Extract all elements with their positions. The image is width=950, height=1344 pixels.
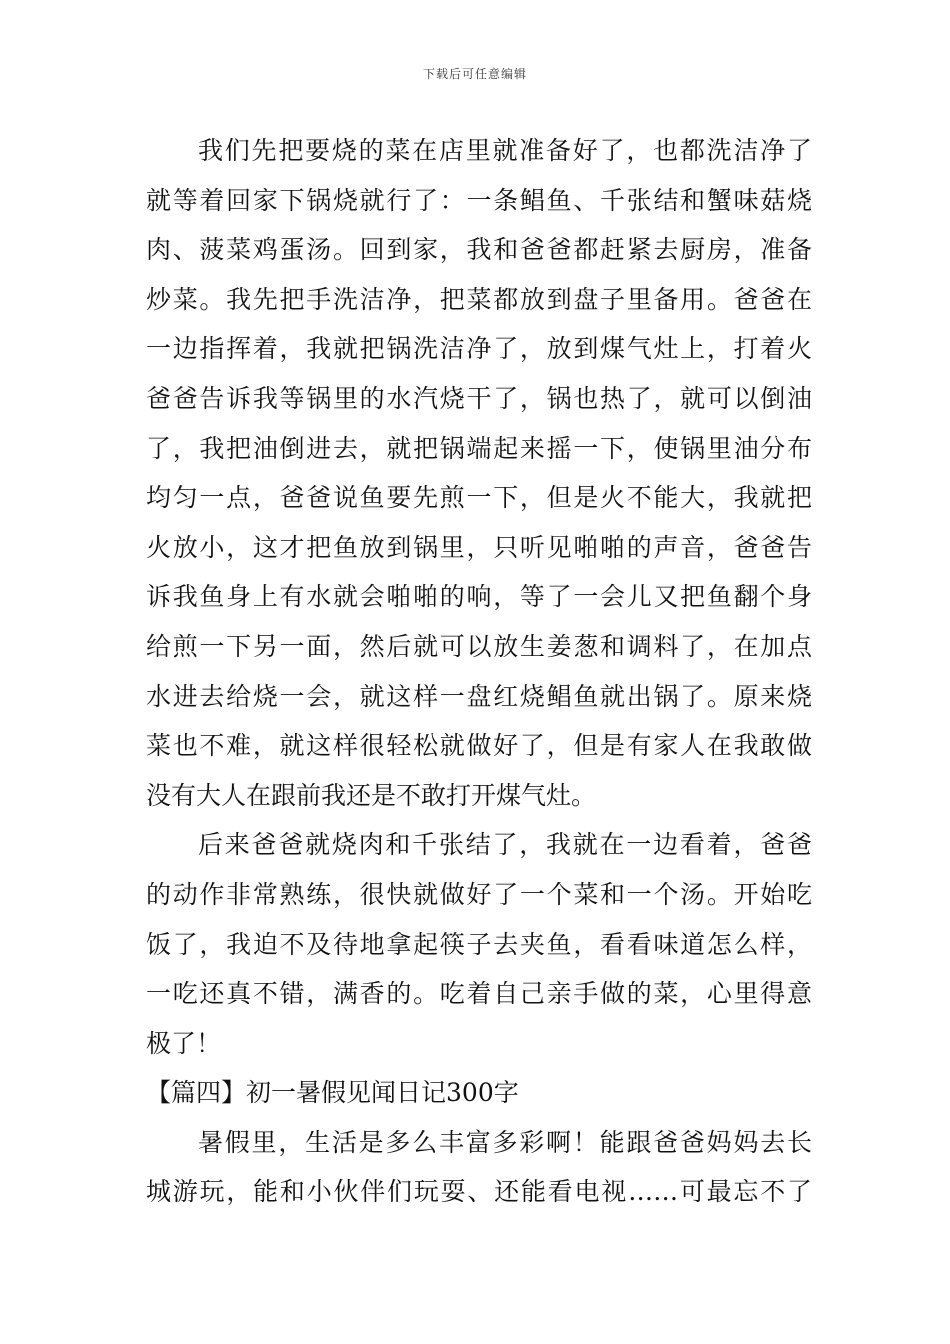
text-line: 的动作非常熟练，很快就做好了一个菜和一个汤。开始吃 <box>146 879 812 909</box>
paragraph-1 <box>146 126 812 820</box>
paragraph-3 <box>146 1118 812 1217</box>
text-line: 没有大人在跟前我还是不敢打开煤气灶。 <box>146 780 597 810</box>
text-line: 暑假里，生活是多么丰富多彩啊！能跟爸爸妈妈去长 <box>198 1127 812 1157</box>
text-line: 极了！ <box>146 1028 222 1058</box>
text-line: 菜也不难，就这样很轻松就做好了，但是有家人在我敢做 <box>146 731 812 761</box>
text-line: 诉我鱼身上有水就会啪啪的响，等了一会儿又把鱼翻个身 <box>146 582 812 612</box>
document-body <box>146 126 812 1217</box>
text-line: 就等着回家下锅烧就行了：一条鲳鱼、千张结和蟹味菇烧 <box>146 185 812 215</box>
header-note: 下载后可任意编辑 <box>422 67 527 81</box>
text-line: 水进去给烧一会，就这样一盘红烧鲳鱼就出锅了。原来烧 <box>146 681 812 711</box>
text-line: 城游玩，能和小伙伴们玩耍、还能看电视……可最忘不了 <box>146 1177 812 1207</box>
text-line: 饭了，我迫不及待地拿起筷子去夹鱼，看看味道怎么样， <box>146 929 812 959</box>
text-line: 一边指挥着，我就把锅洗洁净了，放到煤气灶上，打着火 <box>146 334 812 364</box>
text-line: 肉、菠菜鸡蛋汤。回到家，我和爸爸都赶紧去厨房，准备 <box>146 235 812 265</box>
text-line: 炒菜。我先把手洗洁净，把菜都放到盘子里备用。爸爸在 <box>146 284 812 314</box>
text-line: 给煎一下另一面，然后就可以放生姜葱和调料了，在加点 <box>146 631 812 661</box>
paragraph-2 <box>146 820 812 1068</box>
section-heading: 【篇四】初一暑假见闻日记300字 <box>146 1078 519 1108</box>
text-line: 火放小，这才把鱼放到锅里，只听见啪啪的声音，爸爸告 <box>146 532 812 562</box>
text-line: 后来爸爸就烧肉和千张结了，我就在一边看着，爸爸 <box>198 830 812 860</box>
text-line: 我们先把要烧的菜在店里就准备好了，也都洗洁净了 <box>198 136 812 165</box>
text-line: 爸爸告诉我等锅里的水汽烧干了，锅也热了，就可以倒油 <box>146 383 812 413</box>
text-line: 一吃还真不错，满香的。吃着自己亲手做的菜，心里得意 <box>146 979 812 1009</box>
text-line: 均匀一点，爸爸说鱼要先煎一下，但是火不能大，我就把 <box>146 483 812 513</box>
text-line: 了，我把油倒进去，就把锅端起来摇一下，使锅里油分布 <box>146 433 812 463</box>
